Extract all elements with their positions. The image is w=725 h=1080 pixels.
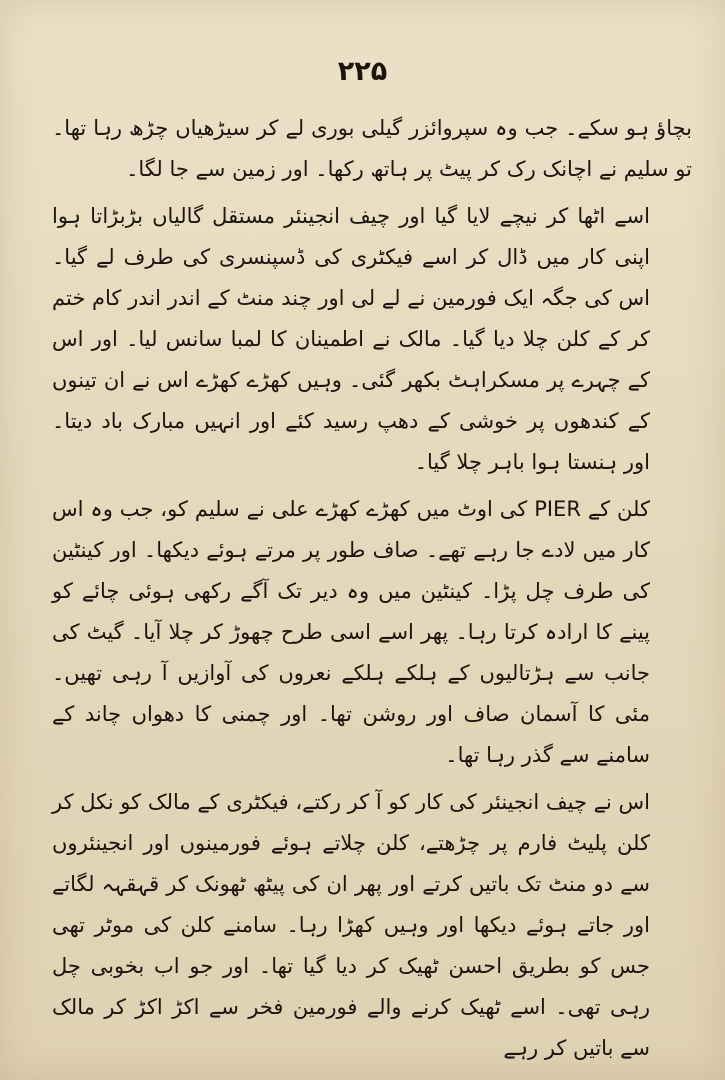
page-number: ۲۲۵ [337, 56, 388, 87]
paragraph-3: کلن کے PIER کی اوٹ میں کھڑے کھڑے علی نے سلیم کو، جب وہ اس کار میں لادے جا رہے تھے۔ صاف طور پر مرتے ہوئے دیکھا۔ اور کینٹین کی طرف چل پڑا۔ کینٹین میں وہ دیر تک آگے رکھی ہوئی چائے کو پینے کا ارادہ کرتا رہا۔ پھر اسے اسی طرح چھوڑ کر چلا آیا۔ گیٹ کی جانب سے ہڑتالیوں کے ہلکے ہلکے نعروں کی آوازیں آ رہی تھیں۔ مئی کا آسمان صاف اور روشن تھا۔ اور چمنی کا دھواں چاند کے سامنے سے گذر رہا تھا۔ [52, 497, 650, 767]
paragraph-1: بچاؤ ہو سکے۔ جب وہ سپروائزر گیلی بوری لے کر سیڑھیاں چڑھ رہا تھا۔ تو سلیم نے اچانک رک کر پیٹ پر ہاتھ رکھا۔ اور زمین سے جا لگا۔ [52, 116, 692, 181]
page-body [52, 108, 692, 1075]
paragraph-2: اسے اٹھا کر نیچے لایا گیا اور چیف انجینئر مستقل گالیاں بڑبڑاتا ہوا اپنی کار میں ڈال کر اسے فیکٹری کی ڈسپنسری کی طرف لے گیا۔ اس کی جگہ ایک فورمین نے لے لی اور چند منٹ کے اندر اندر کام ختم کر کے کلن چلا دیا گیا۔ مالک نے اطمینان کا لمبا سانس لیا۔ اور اس کے چہرے پر مسکراہٹ بکھر گئی۔ وہیں کھڑے کھڑے اس نے ان تینوں کے کندھوں پر خوشی کے دھپ رسید کئے اور انہیں مبارک باد دیتا۔ اور ہنستا ہوا باہر چلا گیا۔ [52, 204, 650, 474]
paragraph-4: اس نے چیف انجینئر کی کار کو آ کر رکتے، فیکٹری کے مالک کو نکل کر کلن پلیٹ فارم پر چڑھتے، کلن چلاتے ہوئے فورمینوں اور انجینئروں سے دو منٹ تک باتیں کرتے اور پھر ان کی پیٹھ ٹھونک کر قہقہہ لگاتے اور جاتے ہوئے دیکھا اور وہیں کھڑا رہا۔ سامنے کلن کی موٹر تھی جس کو بطریق احسن ٹھیک کر دیا گیا تھا۔ اور جو اب بخوبی چل رہی تھی۔ اسے ٹھیک کرنے والے فورمین فخر سے اکڑ اکڑ کر مالک سے باتیں کر رہے [52, 790, 650, 1060]
